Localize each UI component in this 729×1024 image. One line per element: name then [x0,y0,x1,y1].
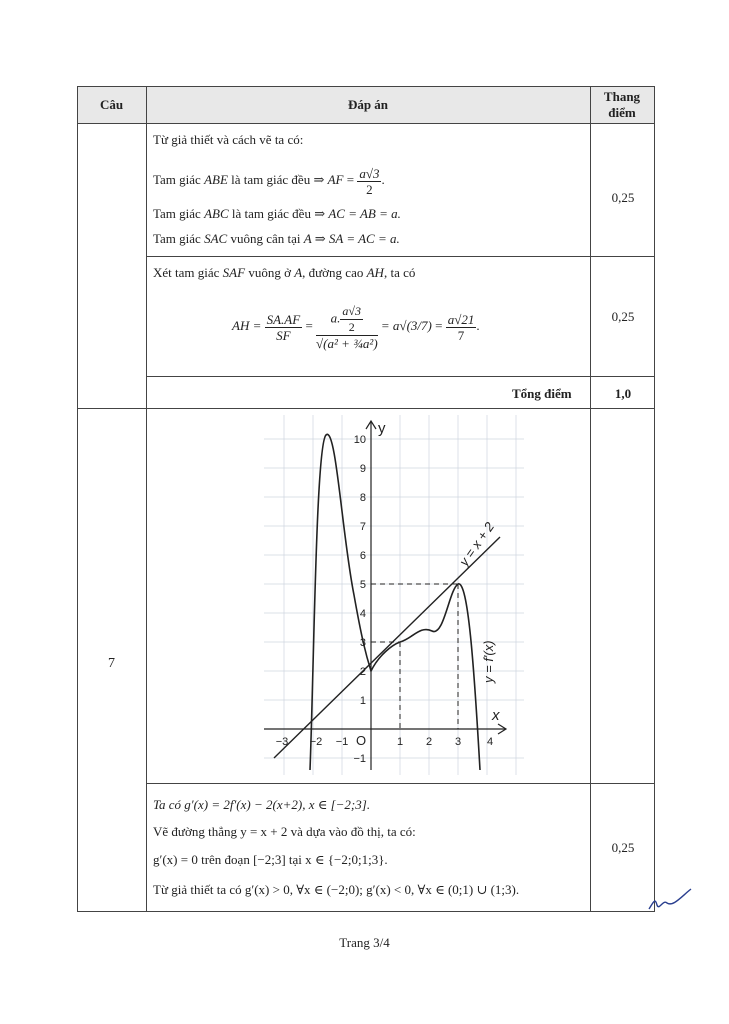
dashed-guides [371,584,458,729]
y-tick: 10 [353,434,366,446]
x-tick: −3 [275,736,289,748]
y-tick: 1 [359,695,366,707]
signature-mark [645,885,695,915]
question-number: 7 [108,656,115,671]
table-border [590,86,591,912]
table-border [77,123,655,124]
origin-label: O [356,733,367,748]
row1-line2: Tam giác ABE là tam giác đều ⇒ AF = $\frac{a√3}{2}$ . [153,165,385,197]
y-tick: 5 [359,579,366,591]
total-value: 1,0 [614,386,632,401]
row8-line3: g′(x) = 0 trên đoạn [−2;3] tại x ∈ {−2;0;1;3}. [153,852,388,867]
table-border [146,86,147,912]
table-border [77,911,655,912]
y-tick: 6 [359,550,366,562]
y-tick: 9 [359,463,366,475]
line-y-eq-x-plus-2 [274,537,500,758]
line-label: y = x + 2 [456,519,498,569]
table-border [77,408,655,409]
x-tick: 3 [454,736,462,748]
table-border [146,376,655,377]
curve-label: y = f'(x) [481,640,496,683]
row2-score: 0,25 [611,309,635,324]
header-score-line2: điểm [608,105,636,120]
y-tick: 4 [359,608,366,620]
x-tick: 1 [396,736,404,748]
row8-line4: Từ giả thiết ta có g′(x) > 0, ∀x ∈ (−2;0); g′(x) < 0, ∀x ∈ (0;1) ∪ (1;3). [153,882,520,897]
y-tick: 3 [359,637,366,649]
row8-score: 0,25 [611,840,635,855]
table-border [146,783,655,784]
x-axis-label: x [492,707,500,724]
table-border [77,86,655,87]
x-tick: 2 [425,736,433,748]
header-answer: Đáp án [347,97,389,112]
row1-line4: Tam giác SAC vuông cân tại A ⇒ SA = AC = a. [153,231,400,246]
y-tick: −1 [353,753,366,765]
table-border [77,86,78,912]
x-tick: 4 [486,736,494,748]
total-label: Tổng điểm [512,386,572,401]
y-tick: 8 [359,492,366,504]
grid [264,415,524,775]
row8-line2: Vẽ đường thẳng y = x + 2 và dựa vào đồ thị, ta có: [153,824,416,839]
y-tick: 7 [359,521,366,533]
function-graph [244,415,544,777]
x-tick: −2 [309,736,323,748]
row2-line1: Xét tam giác SAF vuông ở A, đường cao AH, ta có [153,265,416,280]
curve-f-prime [310,434,480,770]
page-number: Trang 3/4 [339,935,390,950]
table-border [146,256,655,257]
row8-line1: Ta có g′(x) = 2f′(x) − 2(x+2), x ∈ [−2;3]. [153,797,371,812]
header-score-line1: Thang [603,89,641,104]
row1-line1: Từ giả thiết và cách vẽ ta có: [153,132,304,147]
header-question: Câu [99,97,124,112]
y-axis-label: y [378,420,386,437]
row1-line3: Tam giác ABC là tam giác đều ⇒ AC = AB = a. [153,206,401,221]
table-border [654,86,655,912]
row2-formula: AH = $\frac{SA.AF}{SF}$ = a. $\frac{a√3}{2}$ √(a² + ¾a²) = a√(3/7) = $\frac{a√21}{7}$ . [232,303,480,351]
row1-score: 0,25 [611,190,635,205]
y-tick: 2 [359,666,366,678]
x-tick: −1 [335,736,349,748]
